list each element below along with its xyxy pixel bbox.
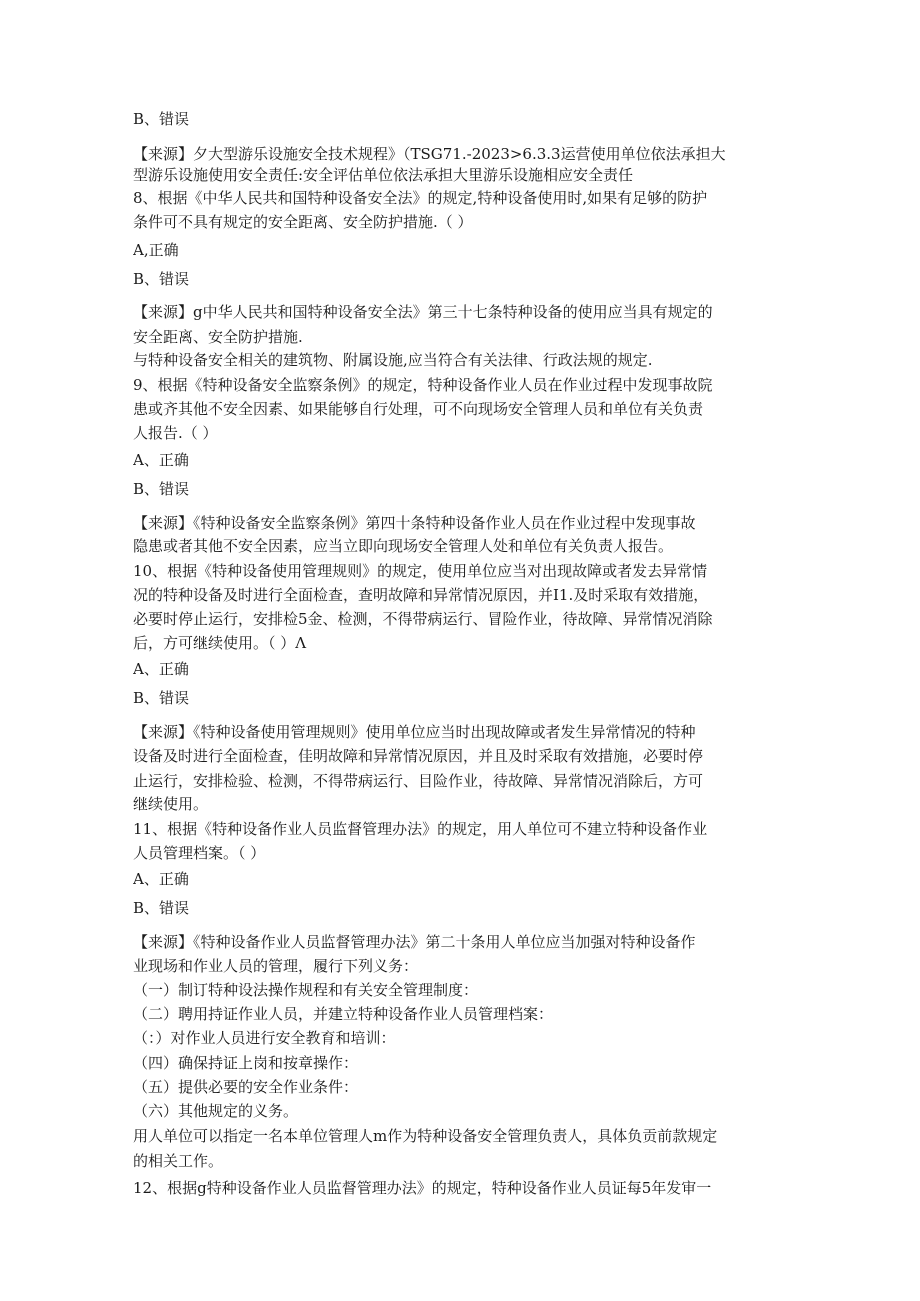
source-note: 【来源】g中华人民共和国特种设备安全法》第三十七条特种设备的使用应当具有规定的 bbox=[133, 303, 713, 321]
duty-item: （六）其他规定的义务。 bbox=[133, 1102, 299, 1120]
duty-item: （二）聘用持证作业人员，并建立特种设备作业人员管理档案： bbox=[133, 1005, 554, 1023]
question-10: 10、根据《特种设备使用管理规则》的规定，使用单位应当对出现故障或者发去异常情 bbox=[133, 562, 708, 580]
source-note: 继续使用。 bbox=[133, 795, 209, 813]
source-note: 【来源】《特种设备作业人员监督管理办法》第二十条用人单位应当加强对特种设备作 bbox=[133, 933, 696, 951]
option-b: B、错误 bbox=[133, 480, 190, 498]
option-a: A、正确 bbox=[133, 451, 189, 469]
question-10: 后，方可继续使用。（ ）Λ bbox=[133, 634, 307, 652]
option-b: B、错误 bbox=[133, 110, 190, 128]
question-8: 8、根据《中华人民共和国特种设备安全法》的规定,特种设备使用时,如果有足够的防护 bbox=[133, 189, 708, 207]
option-b: B、错误 bbox=[133, 899, 190, 917]
question-10: 必要时停止运行，安排检5金、检测，不得带病运行、冒险作业，待故障、异常情况消除 bbox=[133, 610, 713, 628]
question-10: 况的特种设备及时进行全面检查，查明故障和异常情况原因，并I1.及时采取有效措施， bbox=[133, 586, 709, 604]
duty-item: （五）提供必要的安全作业条件： bbox=[133, 1078, 359, 1096]
source-note: 隐患或者其他不安全因素，应当立即向现场安全管理人处和单位有关负责人报告。 bbox=[133, 537, 674, 555]
option-a: A、正确 bbox=[133, 870, 189, 888]
question-8: 条件可不具有规定的安全距离、安全防护措施.（ ） bbox=[133, 213, 473, 231]
source-note: 【来源】夕大型游乐设施安全技术规程》（TSG71.-2023>6.3.3运营使用单位依法承担大 bbox=[133, 145, 726, 163]
source-note: 【来源】《特种设备安全监察条例》第四十条特种设备作业人员在作业过程中发现事故 bbox=[133, 514, 696, 532]
question-12: 12、根据g特种设备作业人员监督管理办法》的规定，特种设备作业人员证每5年发审一 bbox=[133, 1179, 712, 1197]
question-9: 患或齐其他不安全因素、如果能够自行处理，可不向现场安全管理人员和单位有关负责 bbox=[133, 400, 704, 418]
source-note: 安全距离、安全防护措施. bbox=[133, 328, 303, 346]
duty-item: （：）对作业人员进行安全教育和培训： bbox=[133, 1029, 396, 1047]
source-note: 用人单位可以指定一名本单位管理人m作为特种设备安全管理负责人，具体负贡前款规定 bbox=[133, 1127, 718, 1145]
source-note: 止运行，安排检验、检测，不得带病运行、目险作业，待故障、异常情况消除后，方可 bbox=[133, 772, 704, 790]
source-note: 与特种设备安全相关的建筑物、附属设施,应当符合有关法律、行政法规的规定. bbox=[133, 351, 653, 369]
option-a: A,正确 bbox=[133, 241, 179, 259]
question-11: 人员管理档案。（ ） bbox=[133, 844, 266, 862]
duty-item: （一）制订特种设法操作规程和有关安全管理制度： bbox=[133, 981, 479, 999]
option-b: B、错误 bbox=[133, 270, 190, 288]
source-note: 业现场和作业人员的管理，履行下列义务： bbox=[133, 957, 419, 975]
source-note: 设备及时进行全面检查，佳明故障和异常情况原因，并且及时采取有效措施，必要时停 bbox=[133, 747, 704, 765]
source-note: 【来源】《特种设备使用管理规则》使用单位应当时出现故障或者发生异常情况的特种 bbox=[133, 723, 696, 741]
source-note: 型游乐设施使用安全责任:安全评估单位依法承担大里游乐设施相应安全责任 bbox=[133, 166, 634, 184]
question-11: 11、根据《特种设备作业人员监督管理办法》的规定，用人单位可不建立特种设备作业 bbox=[133, 820, 708, 838]
duty-item: （四）确保持证上岗和按章操作： bbox=[133, 1054, 359, 1072]
question-9: 人报告.（ ） bbox=[133, 424, 218, 442]
question-9: 9、根据《特种设备安全监察条例》的规定，特种设备作业人员在作业过程中发现事故院 bbox=[133, 376, 713, 394]
option-a: A、正确 bbox=[133, 660, 189, 678]
source-note: 的相关工作。 bbox=[133, 1152, 224, 1170]
option-b: B、错误 bbox=[133, 689, 190, 707]
